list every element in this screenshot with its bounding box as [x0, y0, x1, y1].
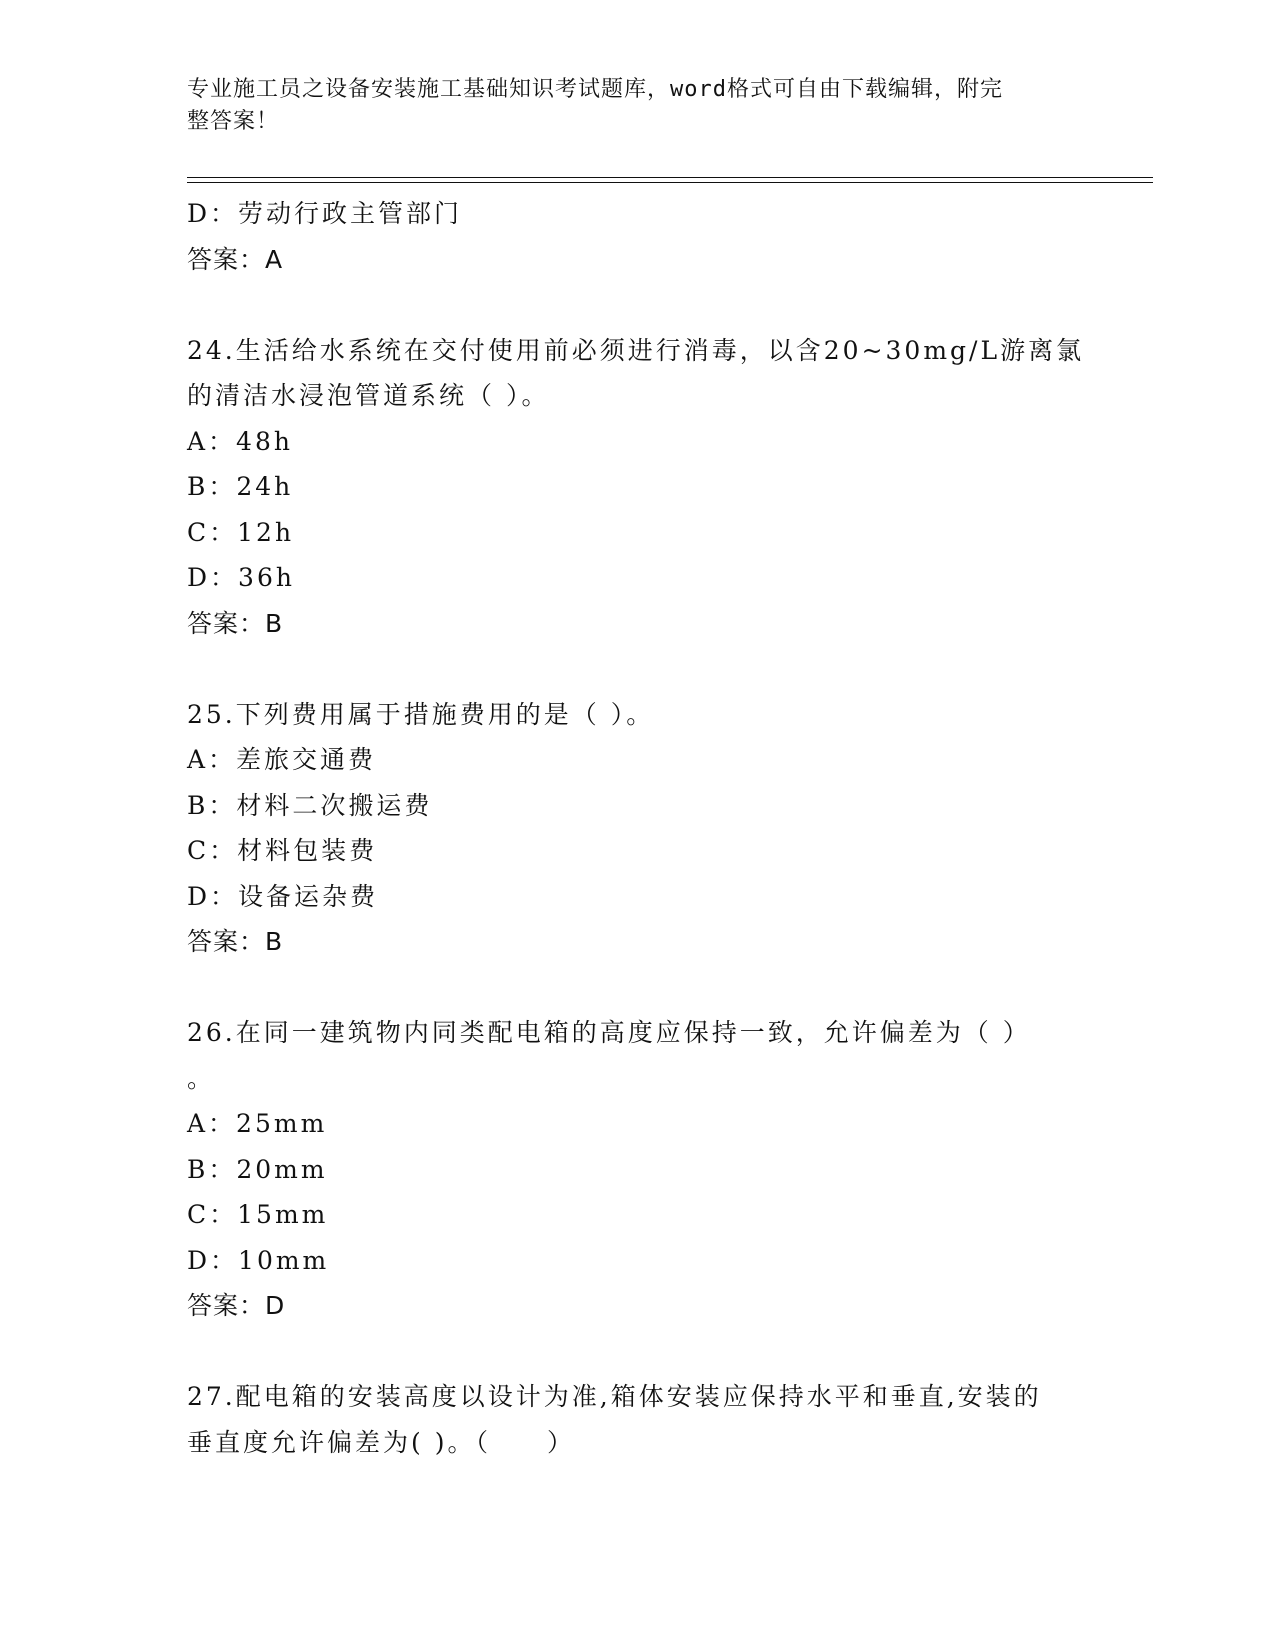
option-c: C：15mm [187, 1200, 329, 1229]
document-header [187, 74, 1067, 138]
option-d: D：设备运杂费 [187, 881, 379, 911]
header-line-1: 专业施工员之设备安装施工基础知识考试题库，word格式可自由下载编辑，附完 [187, 77, 1003, 102]
question-stem-line: 的清洁水浸泡管道系统（ ）。 [187, 381, 550, 410]
question-stem-line: 24.生活给水系统在交付使用前必须进行消毒，以含20~30mg/L游离氯 [187, 335, 1085, 365]
option-c: C：12h [187, 517, 295, 547]
question-26 [187, 1010, 1087, 1329]
question-fragment [187, 191, 1087, 282]
option-d: D：10mm [187, 1245, 330, 1275]
question-27 [187, 1374, 1087, 1465]
option-a: A：48h [187, 426, 293, 456]
question-stem-line: 垂直度允许偏差为( )。（ ） [187, 1427, 575, 1457]
question-stem-line: 26.在同一建筑物内同类配电箱的高度应保持一致，允许偏差为（ ） [187, 1018, 1031, 1047]
answer-line: 答案：D [187, 1291, 286, 1320]
header-divider-bottom [187, 182, 1153, 183]
question-stem-line: 25.下列费用属于措施费用的是（ ）。 [187, 699, 655, 729]
option-c: C：材料包装费 [187, 836, 378, 865]
option-a: A：差旅交通费 [187, 745, 377, 774]
header-divider-top [187, 177, 1153, 178]
question-stem-line: 27.配电箱的安装高度以设计为准,箱体安装应保持水平和垂直,安装的 [187, 1382, 1042, 1411]
answer-line: 答案：B [187, 927, 284, 956]
question-24 [187, 328, 1087, 647]
option-a: A：25mm [187, 1109, 328, 1138]
header-line-2: 整答案！ [187, 109, 280, 134]
option-d: D：36h [187, 563, 295, 592]
question-stem-line: 。 [187, 1063, 216, 1093]
option-b: B：24h [187, 472, 294, 501]
option-d: D：劳动行政主管部门 [187, 199, 463, 228]
question-25 [187, 692, 1087, 965]
option-b: B：20mm [187, 1154, 328, 1184]
answer-line: 答案：A [187, 244, 284, 274]
answer-line: 答案：B [187, 608, 284, 638]
option-b: B：材料二次搬运费 [187, 790, 433, 820]
exam-content [187, 191, 1087, 1465]
